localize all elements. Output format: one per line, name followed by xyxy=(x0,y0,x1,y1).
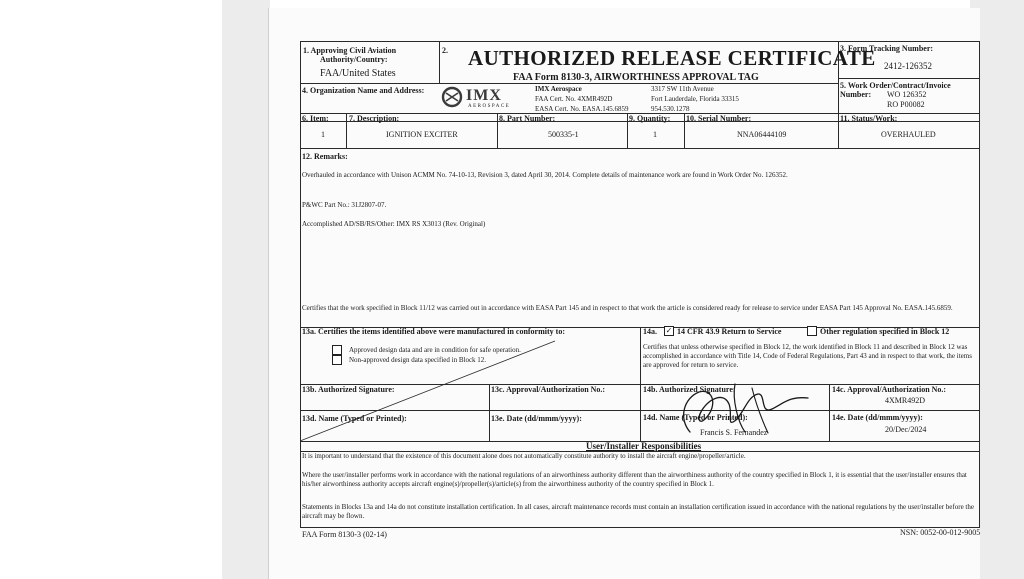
nsn-footer: NSN: 0052-00-012-9005 xyxy=(900,528,981,537)
block14d-label: 14d. Name (Typed or Printed): xyxy=(643,413,748,422)
item-number: 1 xyxy=(321,130,325,139)
release-date: 20/Dec/2024 xyxy=(885,425,927,434)
checkbox-14cfr-return-to-service: ✓ xyxy=(665,326,673,335)
block1-value: FAA/United States xyxy=(320,68,396,79)
imx-logo-text: IMX xyxy=(466,87,502,104)
option-14cfr-return-to-service: 14 CFR 43.9 Return to Service xyxy=(677,327,782,336)
org-name: IMX Aerospace xyxy=(535,85,582,93)
block3-label: 3. Form Tracking Number: xyxy=(840,44,934,53)
signer-name: Francis S. Fernandez xyxy=(700,428,768,437)
org-phone: 954.530.1278 xyxy=(651,105,690,113)
block1-label: 1. Approving Civil Aviation xyxy=(303,46,397,55)
block14e-label: 14e. Date (dd/mmm/yyyy): xyxy=(832,413,923,422)
col-header-serial-number: 10. Serial Number: xyxy=(686,114,752,123)
col-header-description: 7. Description: xyxy=(349,114,400,123)
responsibilities-paragraph-2: Where the user/installer performs work in accordance with the national regulations of an airworthiness authority different than the airworthiness authority of the country specified in Block 1, it is essential that the user/installer ensures that his/her airworthiness authority accepts aircraft engine(s)/propeller(s)/article(s) from the airworthiness authority of the country specified in Block 1. xyxy=(302,471,967,489)
org-street: 3317 SW 11th Avenue xyxy=(651,85,714,93)
org-city: Fort Lauderdale, Florida 33315 xyxy=(651,95,739,103)
remarks-line-2: P&WC Part No.: 31J2807-07. xyxy=(302,201,387,209)
option-non-approved-design-data: Non-approved design data specified in Block 12. xyxy=(349,356,487,364)
block14b-label: 14b. Authorized Signature: xyxy=(643,385,736,394)
option-approved-design-data: Approved design data and are in condition for safe operation. xyxy=(349,346,521,354)
remarks-label: 12. Remarks: xyxy=(302,152,348,161)
block14a-statement: Certifies that unless otherwise specified in Block 12, the work identified in Block 11 and described in Block 12 was accomplished in accordance with Title 14, Code of Federal Regulations, Part 43 and in respect to that work, the items are approved for return to service. xyxy=(643,343,972,370)
org-faa-cert: FAA Cert. No. 4XMR492D xyxy=(535,95,613,103)
approval-number: 4XMR492D xyxy=(885,396,926,405)
form-subtitle: FAA Form 8130-3, AIRWORTHINESS APPROVAL TAG xyxy=(513,72,759,83)
work-order-number: WO 126352 xyxy=(887,90,927,99)
remarks-line-1: Overhauled in accordance with Unison ACMM No. 74-10-13, Revision 3, dated April 30, 2014. Complete details of maintenance work are found in Work Order No. 126352. xyxy=(302,171,788,179)
responsibilities-heading: User/Installer Responsibilities xyxy=(586,441,702,451)
form-title: AUTHORIZED RELEASE CERTIFICATE xyxy=(468,46,876,70)
block5-label-2: Number: xyxy=(840,90,872,99)
responsibilities-paragraph-1: It is important to understand that the existence of this document alone does not automatically constitute authority to install the aircraft engine/propeller/article. xyxy=(302,452,746,460)
block13c-label: 13c. Approval/Authorization No.: xyxy=(491,385,606,394)
col-header-status: 11. Status/Work: xyxy=(840,114,898,123)
block13e-label: 13e. Date (dd/mmm/yyyy): xyxy=(491,414,582,423)
org-easa-cert: EASA Cert. No. EASA.145.6859 xyxy=(535,105,629,113)
col-header-item: 6. Item: xyxy=(302,114,329,123)
item-serial-number: NNA06444109 xyxy=(737,130,787,139)
block2-label: 2. xyxy=(442,46,448,55)
item-description: IGNITION EXCITER xyxy=(386,130,458,139)
responsibilities-paragraph-3: Statements in Blocks 13a and 14a do not constitute installation certification. In all cases, aircraft maintenance records must contain an installation certification issued in accordance with the national regulations by the user/installer before the aircraft may be flown. xyxy=(302,503,974,521)
item-quantity: 1 xyxy=(653,130,657,139)
form-number-footer: FAA Form 8130-3 (02-14) xyxy=(302,530,387,539)
imx-logo-subtext: AEROSPACE xyxy=(468,104,511,109)
block1-label-2: Authority/Country: xyxy=(320,55,388,64)
block13a-label: 13a. Certifies the items identified above were manufactured in conformity to: xyxy=(302,327,565,336)
block14c-label: 14c. Approval/Authorization No.: xyxy=(832,385,947,394)
col-header-quantity: 9. Quantity: xyxy=(629,114,671,123)
col-header-part-number: 8. Part Number: xyxy=(499,114,556,123)
item-status: OVERHAULED xyxy=(881,130,936,139)
form-tracking-number: 2412-126352 xyxy=(884,61,932,71)
block13b-label: 13b. Authorized Signature: xyxy=(302,385,395,394)
block4-label: 4. Organization Name and Address: xyxy=(302,86,425,95)
easa-statement: Certifies that the work specified in Block 11/12 was carried out in accordance with EASA Part 145 and in respect to that work the article is considered ready for release to service under EASA Part 145 Approval No. EASA.145.6859. xyxy=(302,304,953,312)
remarks-line-3: Accomplished AD/SB/RS/Other: IMX RS X3013 (Rev. Original) xyxy=(302,220,486,228)
option-other-regulation: Other regulation specified in Block 12 xyxy=(820,327,950,336)
repair-order-number: RO P00082 xyxy=(887,100,925,109)
item-part-number: 500335-1 xyxy=(548,130,579,139)
block13d-label: 13d. Name (Typed or Printed): xyxy=(302,414,407,423)
block5-label: 5. Work Order/Contract/Invoice xyxy=(840,81,951,90)
block14a-label: 14a. xyxy=(643,327,657,336)
